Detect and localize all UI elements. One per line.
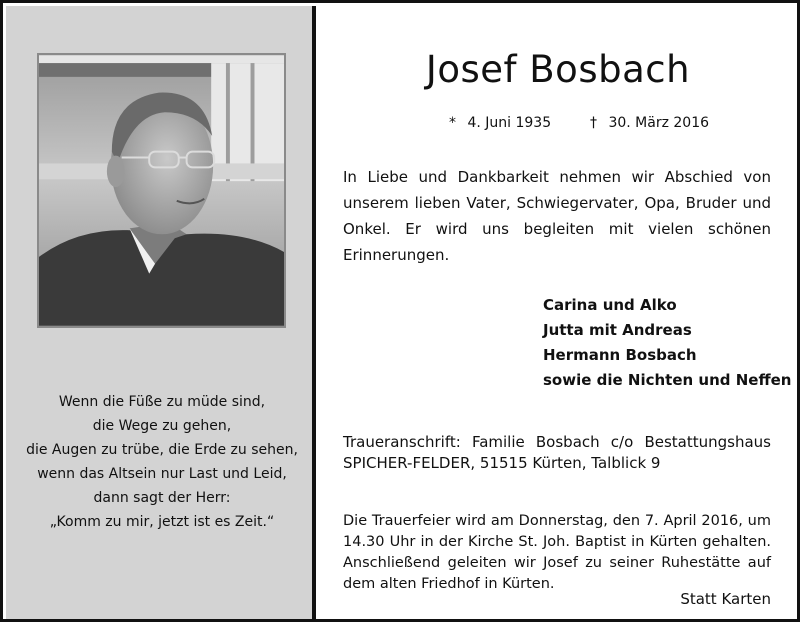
mourner-line: sowie die Nichten und Neffen — [543, 371, 792, 389]
poem-line: dann sagt der Herr: — [93, 490, 231, 506]
poem-line: Wenn die Füße zu müde sind, — [58, 394, 266, 410]
mourning-address: Traueranschrift: Familie Bosbach c/o Bestattungshaus SPICHER-FELDER, 51515 Kürten, Talblick 9 — [343, 433, 771, 472]
portrait-photo — [37, 53, 286, 328]
mourner-line: Hermann Bosbach — [543, 346, 697, 364]
deceased-name: Josef Bosbach — [425, 48, 691, 91]
birth-star-icon: * — [449, 115, 456, 131]
mourners-list — [543, 293, 791, 393]
death-cross-icon: † — [590, 115, 598, 131]
left-panel — [6, 6, 312, 619]
birth-date: 4. Juni 1935 — [467, 115, 552, 131]
poem-line: die Wege zu gehen, — [92, 418, 232, 434]
life-dates — [449, 115, 709, 131]
closing-note: Statt Karten — [680, 590, 771, 608]
farewell-text: In Liebe und Dankbarkeit nehmen wir Abschied von unserem lieben Vater, Schwiegervater, Opa, Bruder und Onkel. Er wird uns begleiten mit vielen schönen Erinnerungen. — [343, 168, 771, 264]
service-info: Die Trauerfeier wird am Donnerstag, den 7. April 2016, um 14.30 Uhr in der Kirche St. Joh. Baptist in Kürten gehalten. Anschließend geleiten wir Josef zu seiner Ruhestätte auf dem alten Friedhof in Kürten. — [343, 513, 771, 592]
death-date: 30. März 2016 — [608, 115, 710, 131]
portrait-image — [39, 55, 284, 326]
poem-line: „Komm zu mir, jetzt ist es Zeit.“ — [49, 514, 275, 530]
poem-line: wenn das Altsein nur Last und Leid, — [37, 466, 287, 482]
mourner-line: Carina und Alko — [543, 296, 677, 314]
right-panel — [316, 6, 800, 619]
poem — [9, 390, 315, 534]
mourner-line: Jutta mit Andreas — [543, 321, 692, 339]
poem-line: die Augen zu trübe, die Erde zu sehen, — [26, 442, 298, 458]
